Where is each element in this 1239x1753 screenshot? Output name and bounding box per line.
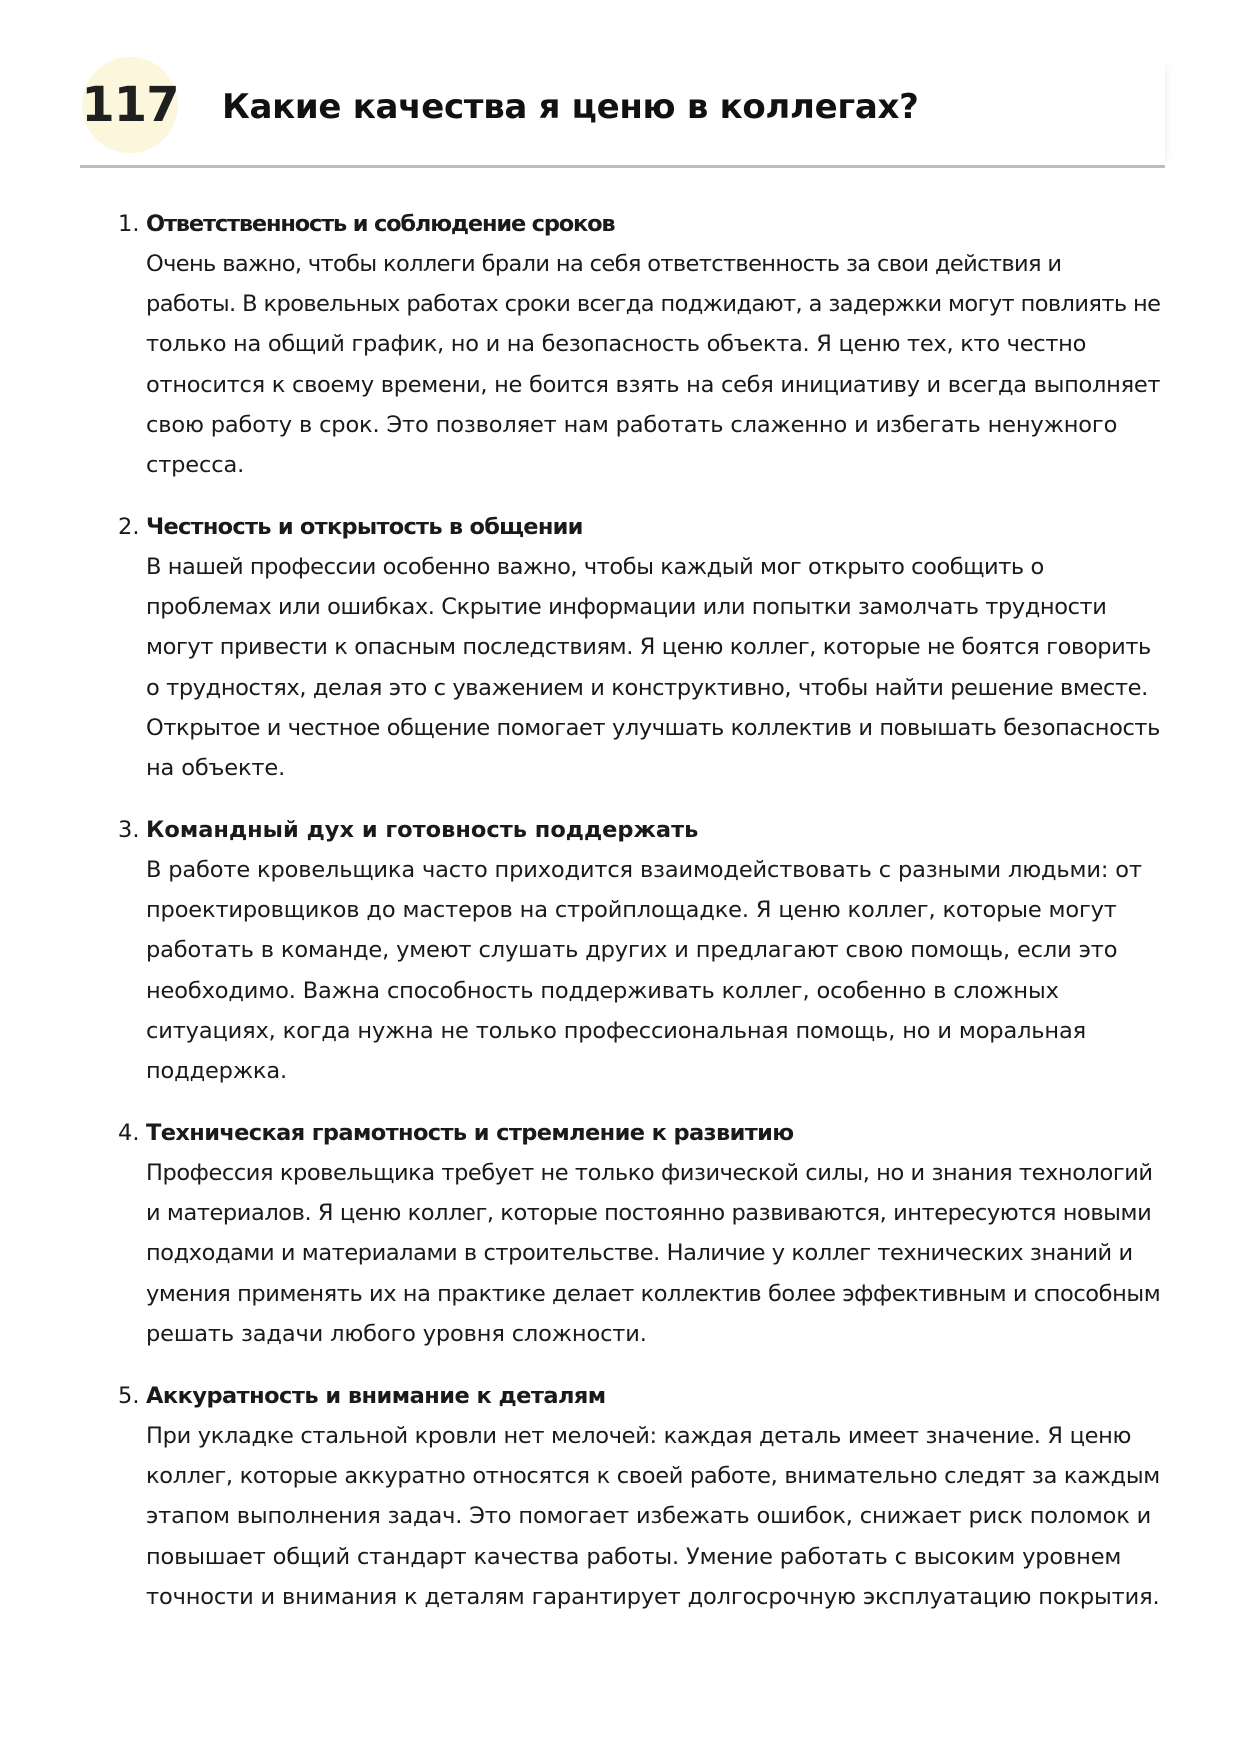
list-item: [118, 507, 1161, 788]
list-item-body: [146, 244, 1160, 485]
list-item-number: 3.: [118, 817, 140, 843]
body-line: этапом выполнения задач. Это помогает избежать ошибок, снижает риск поломок и: [146, 1503, 1152, 1530]
body-line: коллег, которые аккуратно относятся к своей работе, внимательно следят за каждым: [146, 1463, 1160, 1490]
list-item-body: [146, 547, 1160, 788]
body-line: на объекте.: [146, 755, 286, 782]
body-line: и материалов. Я ценю коллег, которые постоянно развиваются, интересуются новыми: [146, 1200, 1152, 1227]
body-line: проблемах или ошибках. Скрытие информации или попытки замолчать трудности: [146, 594, 1107, 621]
body-line: В нашей профессии особенно важно, чтобы каждый мог открыто сообщить о: [146, 554, 1044, 580]
page-number-badge: [82, 57, 178, 153]
page-number: 117: [81, 77, 179, 133]
list-item-number: 1.: [118, 211, 140, 237]
body-line: только на общий график, но и на безопасность объекта. Я ценю тех, кто честно: [146, 331, 1087, 358]
list-item-number: 4.: [118, 1120, 140, 1146]
list-item-body: [146, 850, 1142, 1091]
list-item-heading: Честность и открытость в общении: [146, 514, 583, 540]
body-line: поддержка.: [146, 1058, 288, 1085]
body-line: решать задачи любого уровня сложности.: [146, 1320, 647, 1347]
list-item: [118, 204, 1161, 485]
list-item: [118, 1113, 1161, 1354]
list-item-heading: Аккуратность и внимание к деталям: [146, 1383, 606, 1409]
list-item-number: 5.: [118, 1383, 140, 1409]
page-title: Какие качества я ценю в коллегах?: [222, 87, 919, 127]
body-line: работать в команде, умеют слушать других и предлагают свою помощь, если это: [146, 937, 1118, 964]
body-line: свою работу в срок. Это позволяет нам работать слаженно и избегать ненужного: [146, 411, 1118, 438]
body-line: Очень важно, чтобы коллеги брали на себя ответственность за свои действия и: [146, 251, 1062, 277]
body-line: о трудностях, делая это с уважением и конструктивно, чтобы найти решение вместе.: [146, 674, 1148, 701]
body-line: Профессия кровельщика требует не только физической силы, но и знания технологий: [146, 1160, 1153, 1186]
body-line: ситуациях, когда нужна не только профессиональная помощь, но и моральная: [146, 1017, 1087, 1044]
body-line: повышает общий стандарт качества работы. Умение работать с высоким уровнем: [146, 1543, 1122, 1570]
body-line: умения применять их на практике делает коллектив более эффективным и способным: [146, 1280, 1161, 1307]
list-item: [118, 810, 1142, 1091]
body-line: стресса.: [146, 452, 245, 479]
body-line: необходимо. Важна способность поддерживать коллег, особенно в сложных: [146, 977, 1059, 1004]
list-item-number: 2.: [118, 514, 140, 540]
body-line: работы. В кровельных работах сроки всегда поджидают, а задержки могут повлиять не: [146, 291, 1161, 318]
list-item: [118, 1376, 1160, 1617]
list-item-body: [146, 1153, 1160, 1354]
list-item-heading: Командный дух и готовность поддержать: [146, 817, 699, 843]
list-item-heading: Техническая грамотность и стремление к развитию: [146, 1120, 794, 1146]
body-line: могут привести к опасным последствиям. Я ценю коллег, которые не боятся говорить: [146, 634, 1151, 661]
body-line: проектировщиков до мастеров на стройплощадке. Я ценю коллег, которые могут: [146, 897, 1117, 924]
body-line: В работе кровельщика часто приходится взаимодействовать с разными людьми: от: [146, 857, 1142, 883]
body-line: Открытое и честное общение помогает улучшать коллектив и повышать безопасность: [146, 714, 1161, 741]
body-line: подходами и материалами в строительстве. Наличие у коллег технических знаний и: [146, 1240, 1133, 1267]
body-line: При укладке стальной кровли нет мелочей: каждая деталь имеет значение. Я ценю: [146, 1423, 1132, 1449]
body-line: относится к своему времени, не боится взять на себя инициативу и всегда выполняет: [146, 371, 1161, 398]
page-header: [80, 57, 1165, 168]
list-item-body: [146, 1416, 1160, 1617]
list-item-heading: Ответственность и соблюдение сроков: [146, 211, 615, 237]
body-line: точности и внимания к деталям гарантирует долгосрочную эксплуатацию покрытия.: [146, 1583, 1160, 1610]
